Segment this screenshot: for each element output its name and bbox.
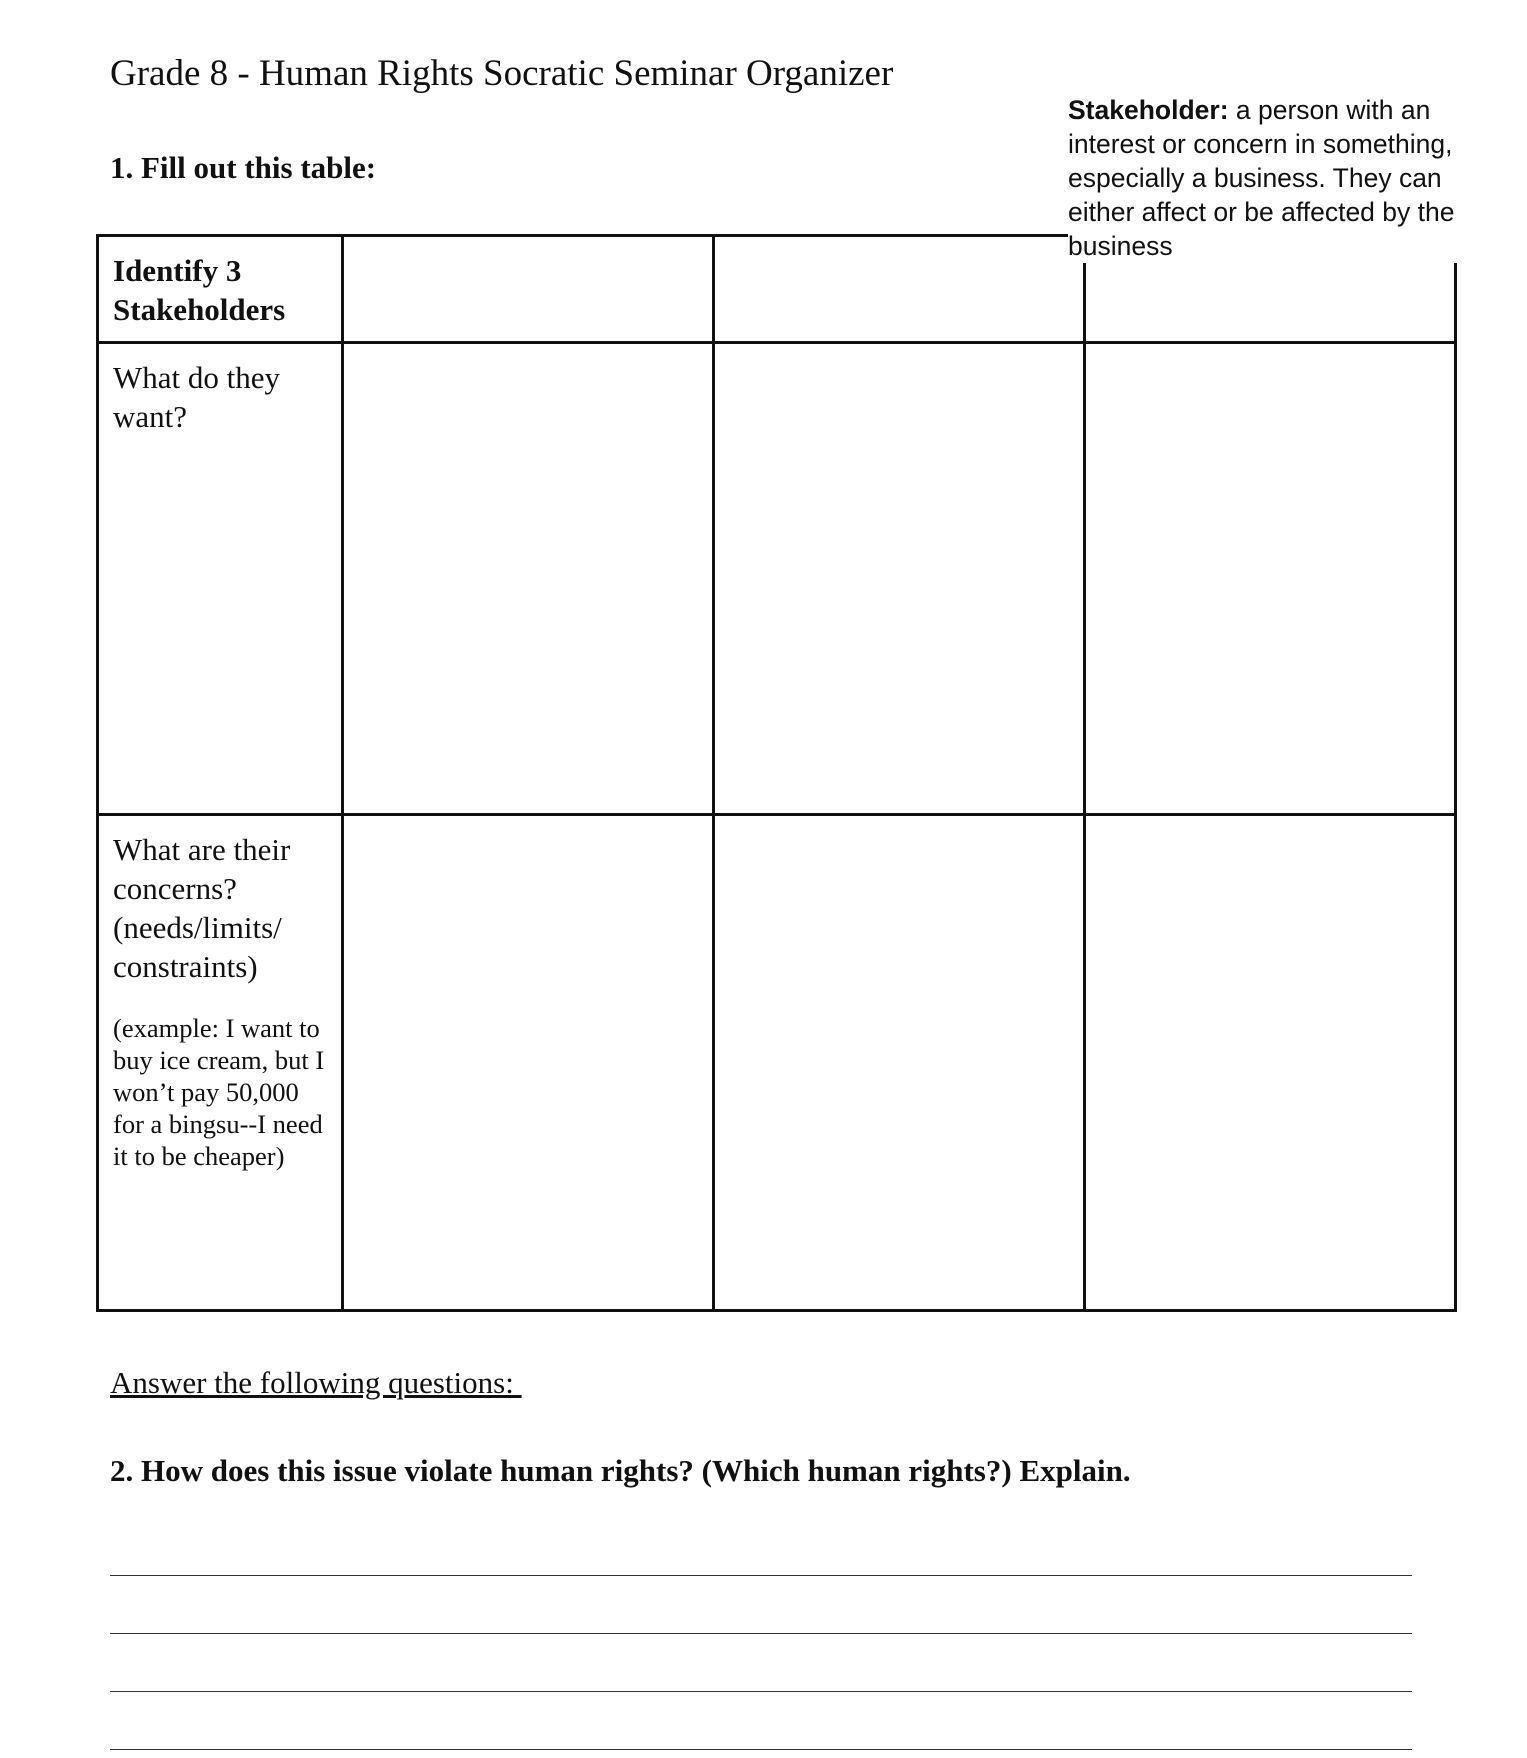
concerns-example: (example: I want to buy ice cream, but I won’t pay 50,000 for a bingsu--I need it to be cheaper) [113,1013,325,1171]
stakeholder-2-wants-cell[interactable] [714,343,1085,815]
concerns-label: What are their concerns? (needs/limits/ constraints) [113,832,291,984]
question-2: 2. How does this issue violate human rights? (Which human rights?) Explain. [110,1453,1131,1488]
row-label-wants: What do they want? [98,343,343,815]
answer-line[interactable] [110,1749,1412,1750]
stakeholder-1-concerns-cell[interactable] [343,815,714,1311]
stakeholder-2-name-cell[interactable] [714,236,1085,343]
page-title: Grade 8 - Human Rights Socratic Seminar Organizer [110,53,894,94]
row-label-concerns [98,815,343,1311]
answer-line[interactable] [110,1575,1412,1576]
definition-term: Stakeholder: [1068,95,1229,125]
table-row [98,815,1456,1311]
stakeholder-2-concerns-cell[interactable] [714,815,1085,1311]
answer-questions-heading: Answer the following questions: [110,1365,522,1400]
stakeholder-1-name-cell[interactable] [343,236,714,343]
stakeholder-definition [1068,93,1508,263]
section-1-heading: 1. Fill out this table: [110,150,377,185]
stakeholder-1-wants-cell[interactable] [343,343,714,815]
answer-line[interactable] [110,1633,1412,1634]
table-row [98,343,1456,815]
stakeholder-3-wants-cell[interactable] [1085,343,1456,815]
answer-line[interactable] [110,1691,1412,1692]
stakeholder-3-concerns-cell[interactable] [1085,815,1456,1311]
row-label-stakeholders: Identify 3 Stakeholders [98,236,343,343]
stakeholder-table [96,234,1457,1312]
definition-text: a person with an interest or concern in something, especially a business. They can either affect or be affected by the business [1068,95,1455,261]
